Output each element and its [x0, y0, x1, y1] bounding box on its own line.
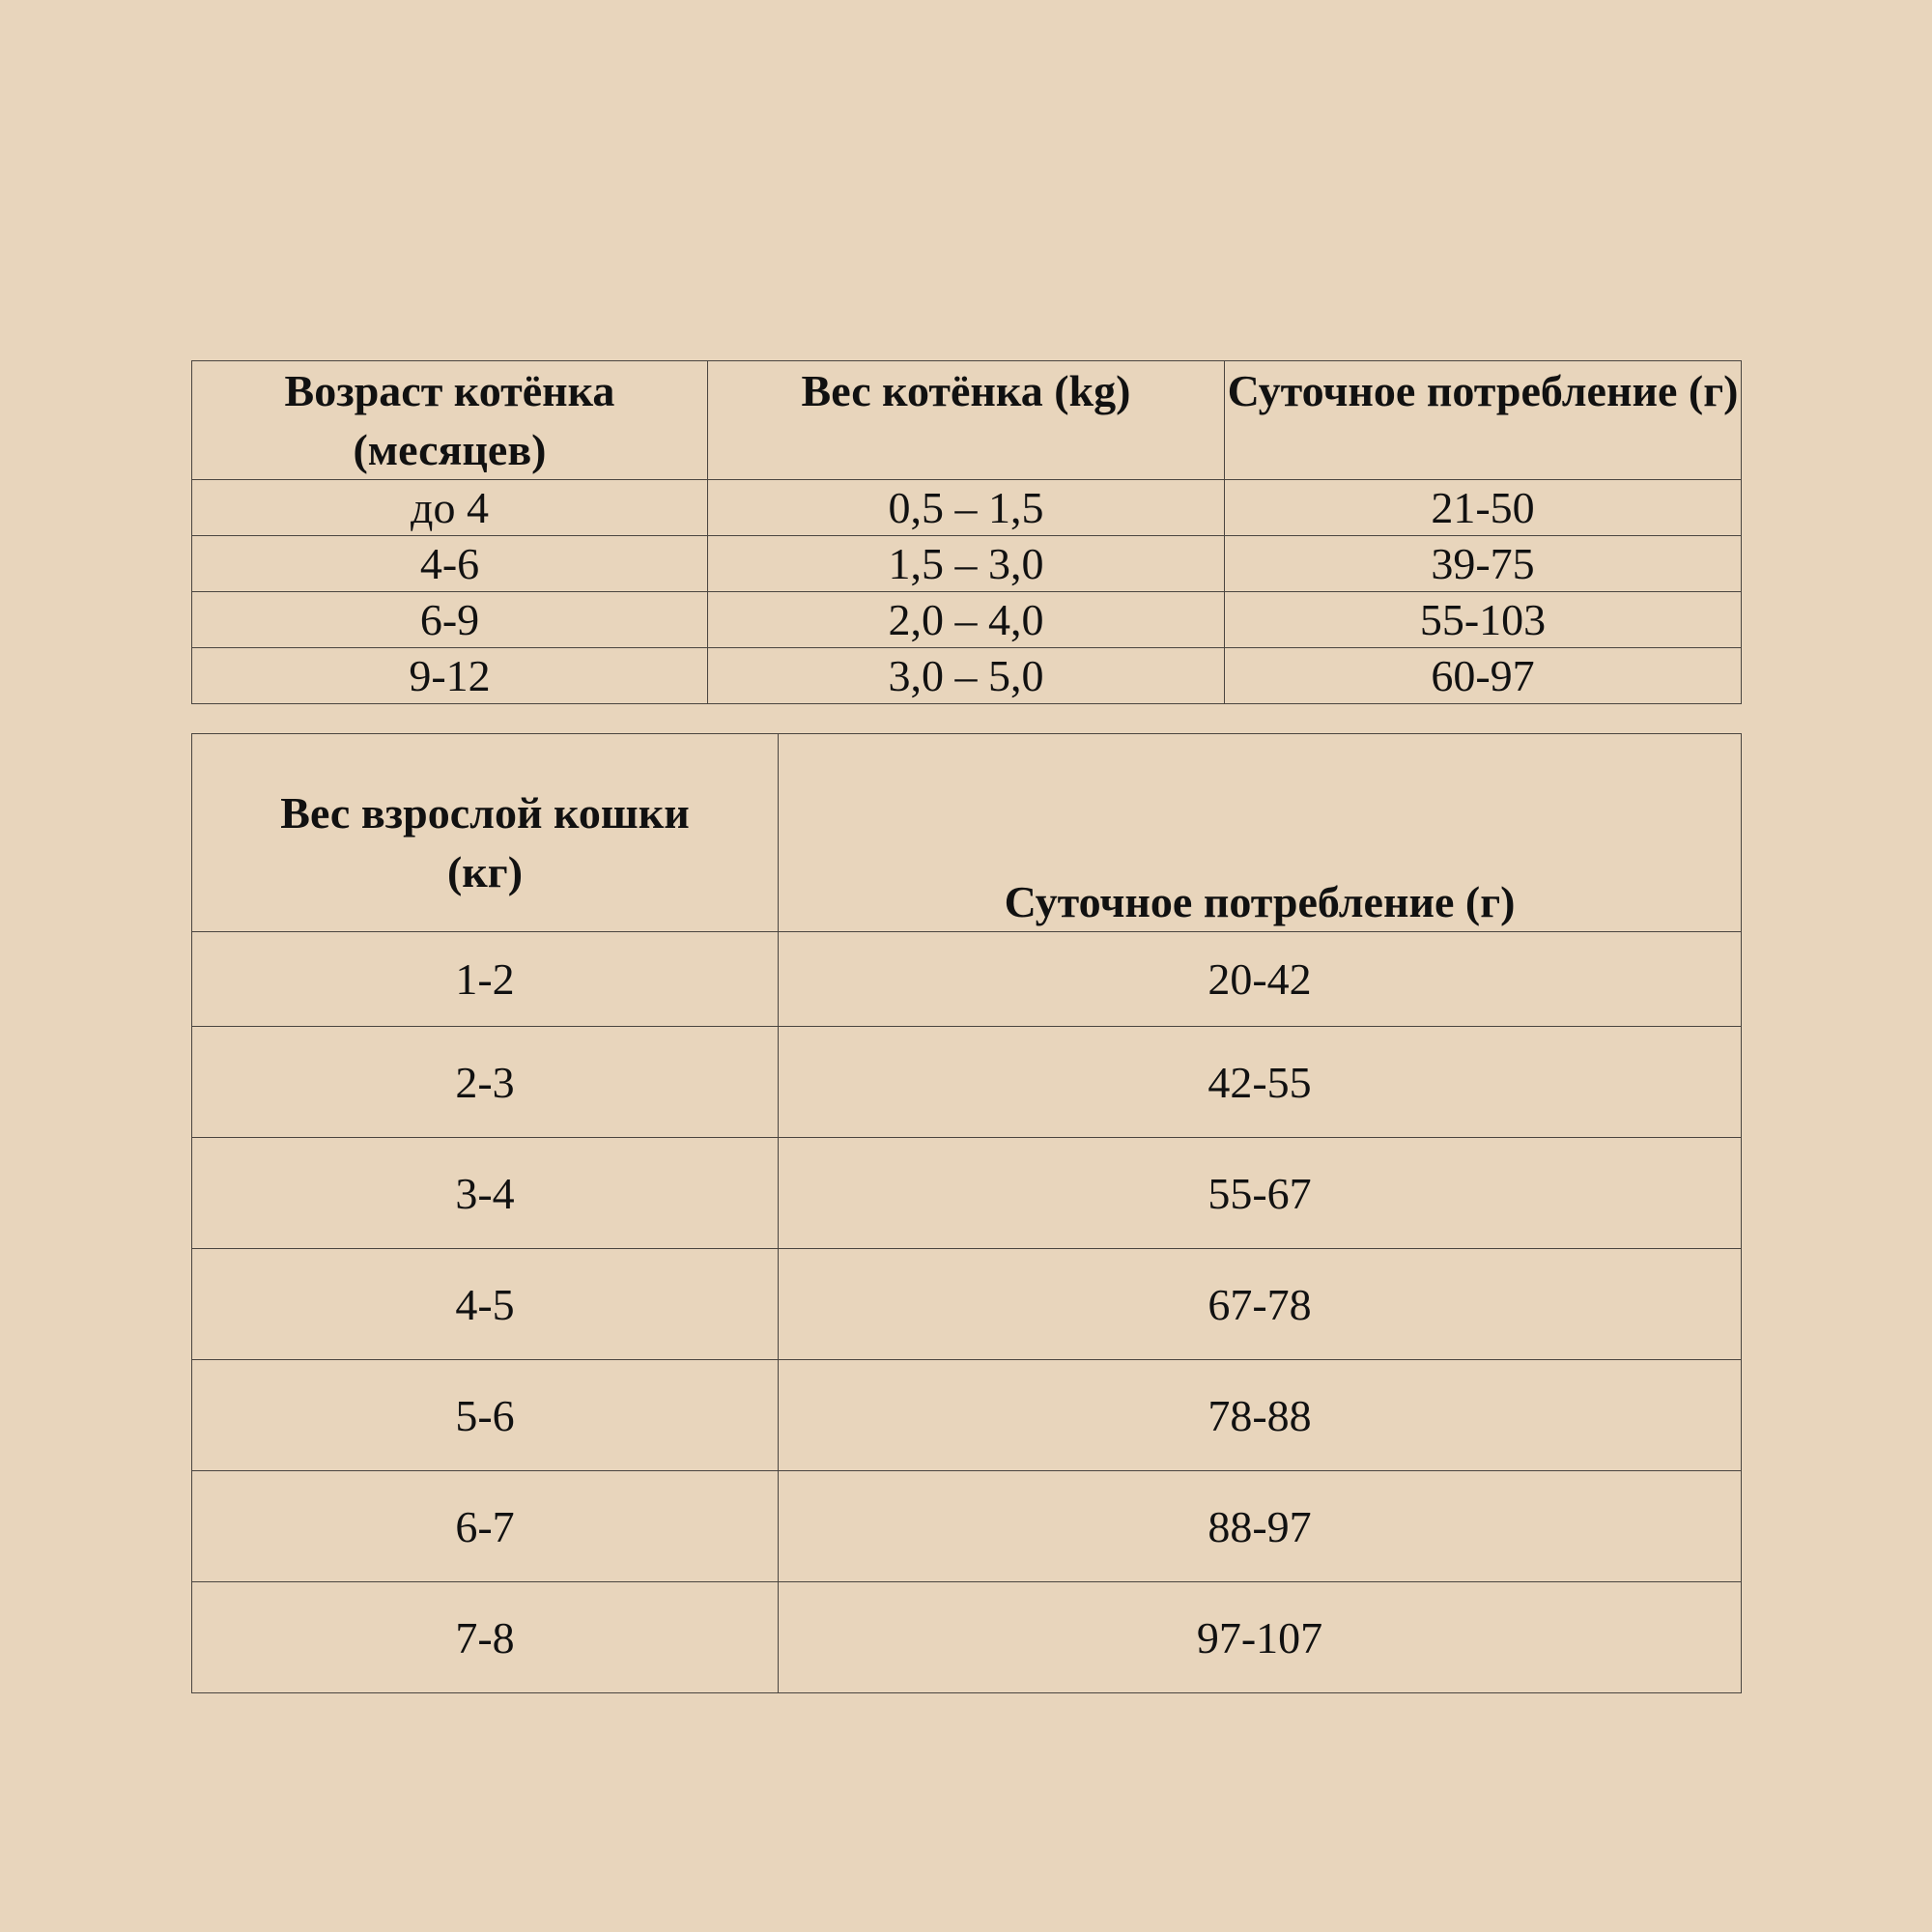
cell-intake: 55-67: [779, 1138, 1742, 1249]
table-header-row: [192, 361, 1742, 480]
cell-intake: 21-50: [1225, 480, 1742, 536]
header-daily-intake: Суточное потребление (г): [779, 734, 1742, 932]
table-row: [192, 1138, 1742, 1249]
header-kitten-age: Возраст котёнка (месяцев): [192, 361, 708, 480]
cell-weight: 1,5 – 3,0: [708, 536, 1225, 592]
table-row: [192, 1582, 1742, 1693]
cell-weight: 6-7: [192, 1471, 779, 1582]
cell-intake: 88-97: [779, 1471, 1742, 1582]
table-row: [192, 648, 1742, 704]
header-adult-weight-label: Вес взрослой кошки (кг): [280, 788, 690, 896]
cell-age: 6-9: [192, 592, 708, 648]
cell-weight: 3,0 – 5,0: [708, 648, 1225, 704]
header-adult-weight: [192, 734, 779, 932]
table-row: [192, 1360, 1742, 1471]
cell-weight: 2,0 – 4,0: [708, 592, 1225, 648]
cell-weight: 3-4: [192, 1138, 779, 1249]
header-kitten-weight: Вес котёнка (kg): [708, 361, 1225, 480]
cell-age: 9-12: [192, 648, 708, 704]
table-row: [192, 1471, 1742, 1582]
cell-intake: 42-55: [779, 1027, 1742, 1138]
cell-weight: 1-2: [192, 932, 779, 1027]
cell-weight: 5-6: [192, 1360, 779, 1471]
table-row: [192, 480, 1742, 536]
cell-intake: 60-97: [1225, 648, 1742, 704]
cell-weight: 4-5: [192, 1249, 779, 1360]
table-row: [192, 536, 1742, 592]
cell-age: до 4: [192, 480, 708, 536]
cell-weight: 7-8: [192, 1582, 779, 1693]
table-row: [192, 932, 1742, 1027]
cell-intake: 97-107: [779, 1582, 1742, 1693]
table-header-row: [192, 734, 1742, 932]
adult-cat-feeding-table: [191, 733, 1742, 1693]
cell-age: 4-6: [192, 536, 708, 592]
cell-weight: 2-3: [192, 1027, 779, 1138]
cell-intake: 39-75: [1225, 536, 1742, 592]
cell-intake: 55-103: [1225, 592, 1742, 648]
table-row: [192, 1027, 1742, 1138]
table-row: [192, 592, 1742, 648]
cell-intake: 20-42: [779, 932, 1742, 1027]
cell-intake: 67-78: [779, 1249, 1742, 1360]
cell-weight: 0,5 – 1,5: [708, 480, 1225, 536]
kitten-feeding-table: [191, 360, 1742, 704]
table-row: [192, 1249, 1742, 1360]
header-daily-intake: Суточное потребление (г): [1225, 361, 1742, 480]
cell-intake: 78-88: [779, 1360, 1742, 1471]
